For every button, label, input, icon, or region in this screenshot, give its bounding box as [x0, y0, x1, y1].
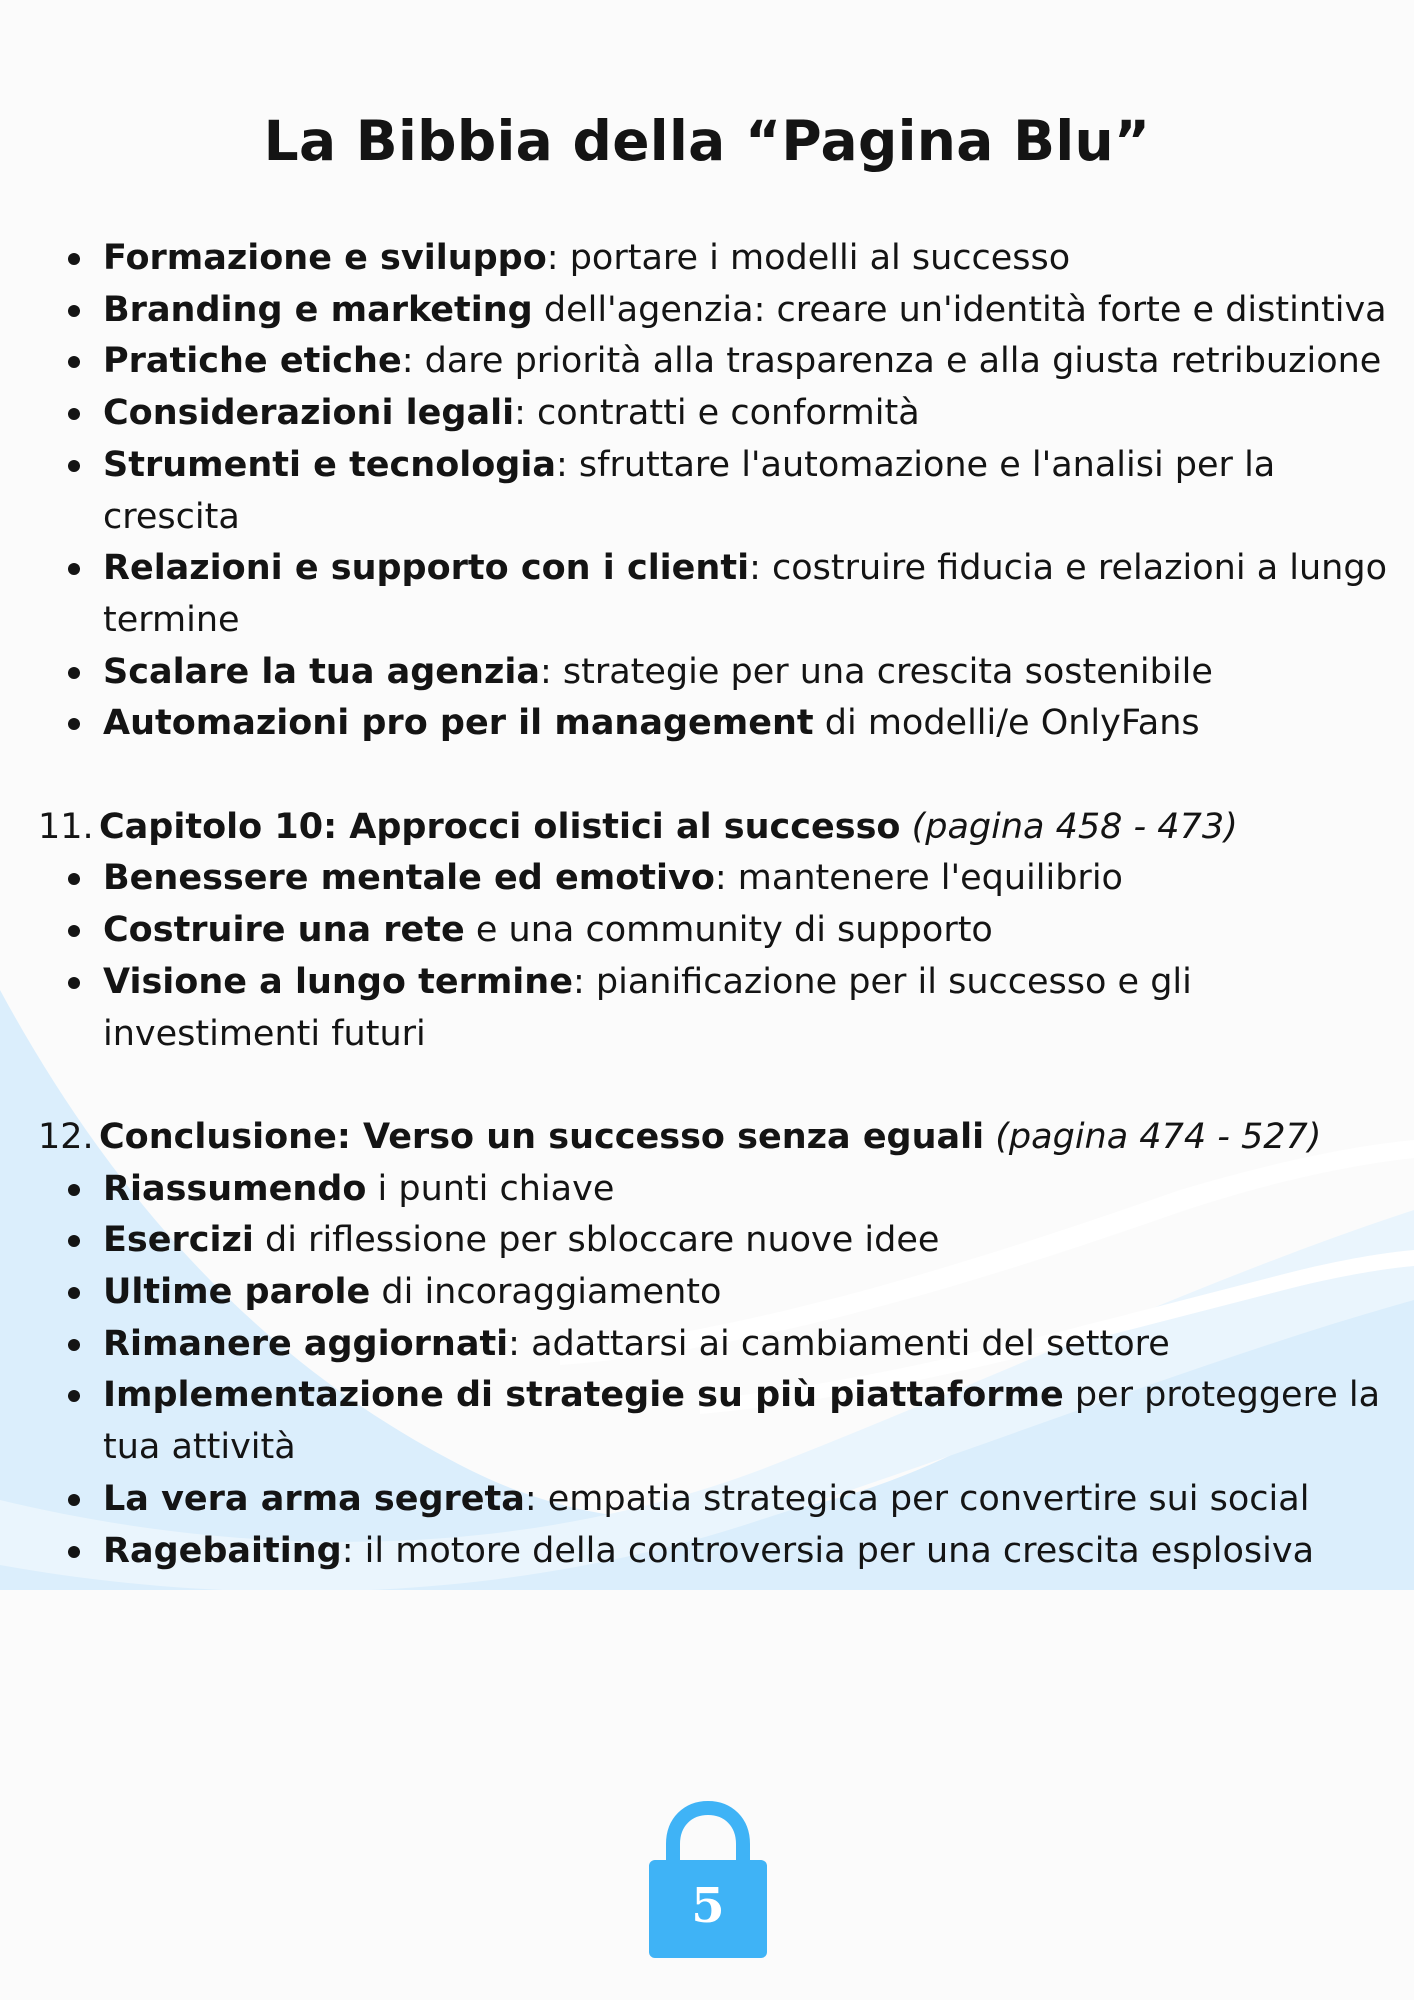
chapter-11-heading — [38, 802, 1388, 854]
item-text: : adattarsi ai cambiamenti del settore — [508, 1323, 1170, 1364]
spacer — [38, 750, 1388, 802]
list-item — [38, 1474, 1388, 1526]
item-text: : empatia strategica per convertire sui social — [524, 1478, 1310, 1519]
item-text: : strategie per una crescita sostenibile — [539, 651, 1213, 692]
item-text: di incoraggiamento — [370, 1272, 722, 1313]
item-text: : pianificazione per il successo e gli investimenti futuri — [103, 961, 1192, 1054]
item-text: i punti chiave — [366, 1168, 615, 1209]
list-item — [38, 336, 1388, 388]
chapter-12-heading — [38, 1112, 1388, 1164]
item-text: : il motore della controversia per una crescita esplosiva — [341, 1530, 1315, 1571]
item-lead: Riassumendo — [103, 1168, 367, 1209]
item-lead: Benessere mentale ed emotivo — [103, 858, 715, 899]
item-text: di modelli/e OnlyFans — [813, 703, 1200, 744]
item-text: : mantenere l'equilibrio — [714, 858, 1123, 899]
page-number: 5 — [691, 1878, 725, 1934]
list-item — [38, 1370, 1388, 1473]
spacer — [38, 1060, 1388, 1112]
item-lead: Ultime parole — [103, 1272, 371, 1313]
list-item — [38, 1267, 1388, 1319]
list-item — [38, 905, 1388, 957]
chapter-title: Conclusione: Verso un successo senza eguali — [99, 1116, 985, 1157]
item-lead: La vera arma segreta — [103, 1478, 525, 1519]
item-text: dell'agenzia: creare un'identità forte e distintiva — [532, 289, 1387, 330]
page-title: La Bibbia della “Pagina Blu” — [263, 109, 1151, 173]
item-lead: Implementazione di strategie su più piattaforme — [103, 1375, 1064, 1416]
item-lead: Visione a lungo termine — [103, 961, 573, 1002]
list-item — [38, 285, 1388, 337]
table-of-contents — [38, 233, 1388, 1577]
list-item — [38, 698, 1388, 750]
item-lead: Scalare la tua agenzia — [103, 651, 540, 692]
list-item — [38, 853, 1388, 905]
item-lead: Formazione e sviluppo — [103, 238, 547, 278]
item-lead: Strumenti e tecnologia — [103, 444, 556, 485]
list-item — [38, 233, 1388, 285]
list-item — [38, 957, 1388, 1060]
chapter-11-list — [38, 853, 1388, 1060]
chapter-title: Capitolo 10: Approcci olistici al successo — [99, 806, 901, 847]
chapter-pages: (pagina 458 - 473) — [911, 806, 1238, 847]
item-text: per proteggere la tua attività — [103, 1375, 1381, 1468]
item-lead: Rimanere aggiornati — [103, 1323, 509, 1364]
list-item — [38, 388, 1388, 440]
item-text: : portare i modelli al successo — [546, 238, 1071, 278]
chapter-number: 12. — [38, 1116, 94, 1157]
list-item — [38, 1526, 1388, 1578]
item-lead: Relazioni e supporto con i clienti — [103, 548, 750, 589]
list-item — [38, 1164, 1388, 1216]
chapter-pages: (pagina 474 - 527) — [995, 1116, 1322, 1157]
list-item — [38, 1215, 1388, 1267]
chapter-12-list — [38, 1164, 1388, 1578]
item-lead: Automazioni pro per il management — [103, 703, 814, 744]
chapter-number: 11. — [38, 806, 94, 847]
item-text: : sfruttare l'automazione e l'analisi per la crescita — [103, 444, 1276, 537]
item-lead: Ragebaiting — [103, 1530, 342, 1571]
item-text: : costruire fiducia e relazioni a lungo termine — [103, 548, 1387, 640]
item-text: : contratti e conformità — [514, 393, 920, 434]
page-number-badge — [649, 1798, 767, 1958]
item-lead: Considerazioni legali — [103, 393, 515, 434]
intro-list — [38, 233, 1388, 750]
item-text: : dare priorità alla trasparenza e alla giusta retribuzione — [401, 341, 1382, 382]
item-lead: Esercizi — [103, 1220, 254, 1261]
item-lead: Pratiche etiche — [103, 341, 402, 382]
list-item — [38, 647, 1388, 699]
list-item — [38, 1319, 1388, 1371]
list-item — [38, 543, 1388, 646]
item-text: di riflessione per sbloccare nuove idee — [253, 1220, 940, 1261]
item-lead: Branding e marketing — [103, 289, 533, 330]
item-text: e una community di supporto — [464, 910, 993, 951]
item-lead: Costruire una rete — [103, 910, 465, 951]
list-item — [38, 440, 1388, 543]
